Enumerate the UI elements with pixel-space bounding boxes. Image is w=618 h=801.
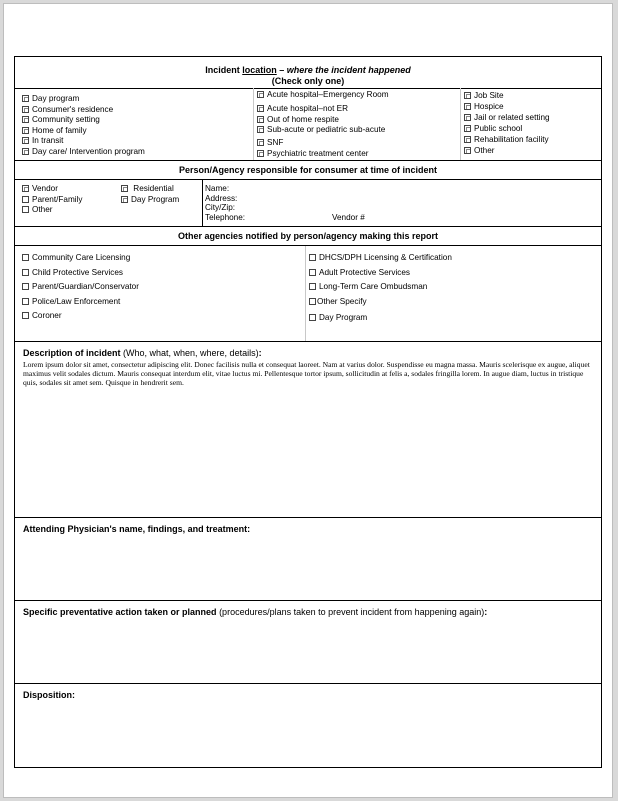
agency-option[interactable] <box>309 311 452 326</box>
location-col2-mid <box>257 104 385 136</box>
location-option[interactable] <box>257 125 385 136</box>
checkbox[interactable] <box>22 116 29 123</box>
physician-section[interactable] <box>15 518 601 601</box>
location-option[interactable] <box>22 147 145 158</box>
responsible-checks-left <box>22 184 83 216</box>
physician-label: Attending Physician's name, findings, and treatment: <box>23 524 251 534</box>
checkbox[interactable] <box>22 95 29 102</box>
checkbox[interactable] <box>257 139 264 146</box>
checkbox[interactable] <box>22 254 29 261</box>
agency-option[interactable] <box>22 266 139 281</box>
option-label: Long-Term Care Ombudsman <box>319 282 428 291</box>
document-page <box>3 3 613 798</box>
responsible-title: Person/Agency responsible for consumer at time of incident <box>178 165 438 175</box>
checkbox[interactable] <box>22 148 29 155</box>
checkbox[interactable] <box>257 116 264 123</box>
option-label: Day care/ Intervention program <box>32 146 145 156</box>
agency-option[interactable] <box>309 280 452 295</box>
location-col1 <box>22 94 145 157</box>
checkbox[interactable] <box>464 92 471 99</box>
agency-option[interactable] <box>22 295 139 310</box>
location-option[interactable] <box>22 105 145 116</box>
responsible-section <box>15 180 601 227</box>
checkbox[interactable] <box>257 105 264 112</box>
location-option[interactable] <box>257 138 368 149</box>
disposition-section[interactable] <box>15 684 601 767</box>
agencies-left <box>22 251 139 324</box>
location-option[interactable] <box>22 115 145 126</box>
checkbox[interactable] <box>22 196 29 203</box>
option-label: DHCS/DPH Licensing & Certification <box>319 253 452 262</box>
location-option[interactable] <box>257 149 368 160</box>
checkbox[interactable] <box>22 206 29 213</box>
check-only-one-note: (Check only one) <box>271 76 345 86</box>
option-label: Day Program <box>319 313 368 322</box>
option-label: Other <box>474 146 495 155</box>
location-option[interactable] <box>257 104 385 115</box>
checkbox[interactable] <box>22 298 29 305</box>
checkbox[interactable] <box>257 91 264 98</box>
checkbox[interactable] <box>464 147 471 154</box>
option-label: SNF <box>267 138 284 147</box>
checkbox[interactable] <box>309 254 316 261</box>
option-label: Community Care Licensing <box>32 253 131 262</box>
option-label: In transit <box>32 136 64 145</box>
responsible-checks-right <box>121 184 179 205</box>
name-field-label: Name: <box>205 184 230 193</box>
location-option[interactable] <box>464 123 550 134</box>
option-label: Residential <box>133 184 174 193</box>
checkbox[interactable] <box>464 114 471 121</box>
agency-option[interactable] <box>22 251 139 266</box>
option-label: Other Specify <box>317 296 367 306</box>
option-label: Home of family <box>32 125 87 135</box>
checkbox[interactable] <box>309 314 316 321</box>
location-option[interactable] <box>464 134 550 145</box>
agency-option[interactable] <box>309 251 452 266</box>
location-col2-top <box>257 90 389 101</box>
option-label: Police/Law Enforcement <box>32 296 121 306</box>
option-label: Day program <box>32 94 80 103</box>
location-option[interactable] <box>22 94 145 105</box>
option-label: Hospice <box>474 102 504 111</box>
disposition-label: Disposition: <box>23 690 75 700</box>
responsible-option[interactable] <box>121 195 179 206</box>
option-label: Job Site <box>474 91 504 100</box>
option-label: Jail or related setting <box>474 113 550 122</box>
checkbox[interactable] <box>121 196 128 203</box>
checkbox[interactable] <box>464 125 471 132</box>
address-field-label: Address: <box>205 193 238 203</box>
responsible-option[interactable] <box>121 184 179 195</box>
responsible-contact-fields <box>205 184 245 223</box>
option-label: Other <box>32 205 53 214</box>
location-col2-bottom <box>257 138 368 159</box>
agencies-section <box>15 246 601 342</box>
preventative-label: Specific preventative action taken or planned (procedures/plans taken to prevent incident from happening again): <box>23 607 488 617</box>
description-text[interactable]: Lorem ipsum dolor sit amet, consectetur adipiscing elit. Donec facilisis nulla et consequat laoreet. Nam at varius dolor. Suspendisse eu magna massa. Mauris scelerisque ex augue, aliquet maximus velit sodales dictum. Mauris consequat interdum elit, vitae luctus mi. Pellentesque tortor ipsum, sollicitudin at felis a, sodales fringilla lorem. In augue diam, luctus in tristique quis, sodales sit amet sem. Quisque in hendrerit sem. <box>23 360 590 388</box>
location-option[interactable] <box>464 90 550 101</box>
responsible-option[interactable] <box>22 184 83 195</box>
preventative-section[interactable] <box>15 601 601 684</box>
checkbox[interactable] <box>22 185 29 192</box>
telephone-field-label: Telephone: <box>205 213 246 223</box>
checkbox[interactable] <box>309 298 316 305</box>
agencies-header <box>15 227 601 246</box>
checkbox[interactable] <box>22 137 29 144</box>
incident-location-title: Incident location – where the incident happened <box>205 65 411 75</box>
option-label: Public school <box>474 124 523 133</box>
checkbox[interactable] <box>22 127 29 134</box>
incident-form <box>14 56 602 768</box>
vendor-number-label: Vendor # <box>332 213 365 222</box>
responsible-header <box>15 161 601 180</box>
checkbox[interactable] <box>309 283 316 290</box>
location-option[interactable] <box>464 112 550 123</box>
option-label: Adult Protective Services <box>319 267 411 277</box>
checkbox[interactable] <box>464 103 471 110</box>
checkbox[interactable] <box>22 269 29 276</box>
location-option[interactable] <box>464 145 550 156</box>
option-label: Acute hospital–not ER <box>267 104 349 113</box>
location-option[interactable] <box>22 136 145 147</box>
option-label: Day Program <box>131 194 180 204</box>
location-option[interactable] <box>22 126 145 137</box>
option-label: Child Protective Services <box>32 267 124 277</box>
agency-option[interactable] <box>22 280 139 295</box>
incident-location-section <box>15 57 601 161</box>
location-option[interactable] <box>464 101 550 112</box>
location-option[interactable] <box>257 90 389 101</box>
checkbox[interactable] <box>464 136 471 143</box>
checkbox[interactable] <box>22 283 29 290</box>
option-label: Sub-acute or pediatric sub-acute <box>267 125 386 134</box>
checkbox[interactable] <box>22 106 29 113</box>
option-label: Vendor <box>32 184 58 193</box>
checkbox[interactable] <box>257 126 264 133</box>
responsible-option[interactable] <box>22 195 83 206</box>
option-label: Rehabilitation facility <box>474 135 549 144</box>
option-label: Consumer's residence <box>32 104 114 114</box>
city-zip-field-label: City/Zip: <box>205 203 236 213</box>
option-label: Psychiatric treatment center <box>267 148 369 158</box>
description-label: Description of incident (Who, what, when, where, details): <box>23 348 262 358</box>
option-label: Parent/Family <box>32 194 83 204</box>
option-label: Community setting <box>32 115 100 124</box>
option-label: Acute hospital–Emergency Room <box>267 90 389 99</box>
agency-option[interactable] <box>22 309 139 324</box>
location-col3 <box>464 90 550 156</box>
option-label: Coroner <box>32 311 62 320</box>
responsible-option[interactable] <box>22 205 83 216</box>
checkbox[interactable] <box>257 150 264 157</box>
description-section[interactable] <box>15 342 601 518</box>
agencies-right <box>309 251 452 326</box>
agency-option[interactable] <box>309 295 452 310</box>
option-label: Parent/Guardian/Conservator <box>32 282 139 291</box>
agencies-title: Other agencies notified by person/agency making this report <box>177 231 439 241</box>
checkbox[interactable] <box>309 269 316 276</box>
option-label: Out of home respite <box>267 114 339 124</box>
checkbox[interactable] <box>121 185 128 192</box>
agency-option[interactable] <box>309 266 452 281</box>
location-option[interactable] <box>257 115 385 126</box>
checkbox[interactable] <box>22 312 29 319</box>
